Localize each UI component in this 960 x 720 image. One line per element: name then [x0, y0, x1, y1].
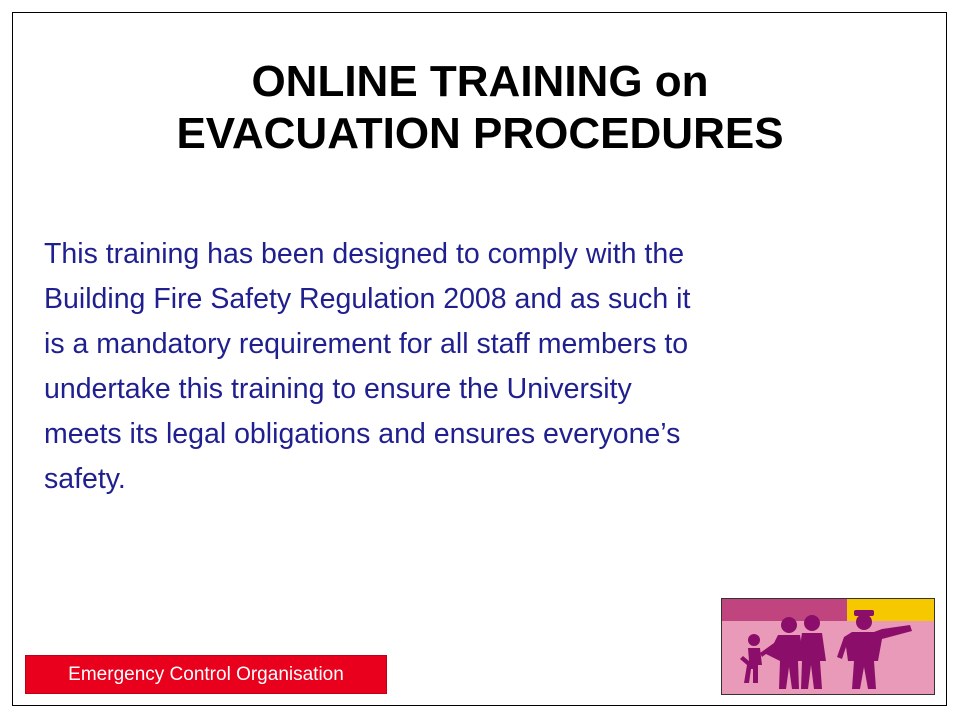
title-line-1: ONLINE TRAINING on: [251, 57, 709, 106]
title-line-2: EVACUATION PROCEDURES: [176, 109, 784, 158]
body-paragraph: This training has been designed to comply with the Building Fire Safety Regulation 2008 and as such it is a mandatory requirement for all staff members to undertake this training to ensure the University meets its legal obligations and ensures everyone’s safety.: [44, 238, 691, 495]
footer-label: Emergency Control Organisation: [25, 655, 387, 694]
evacuation-figures-icon: [721, 598, 935, 695]
slide-title: [0, 56, 960, 160]
